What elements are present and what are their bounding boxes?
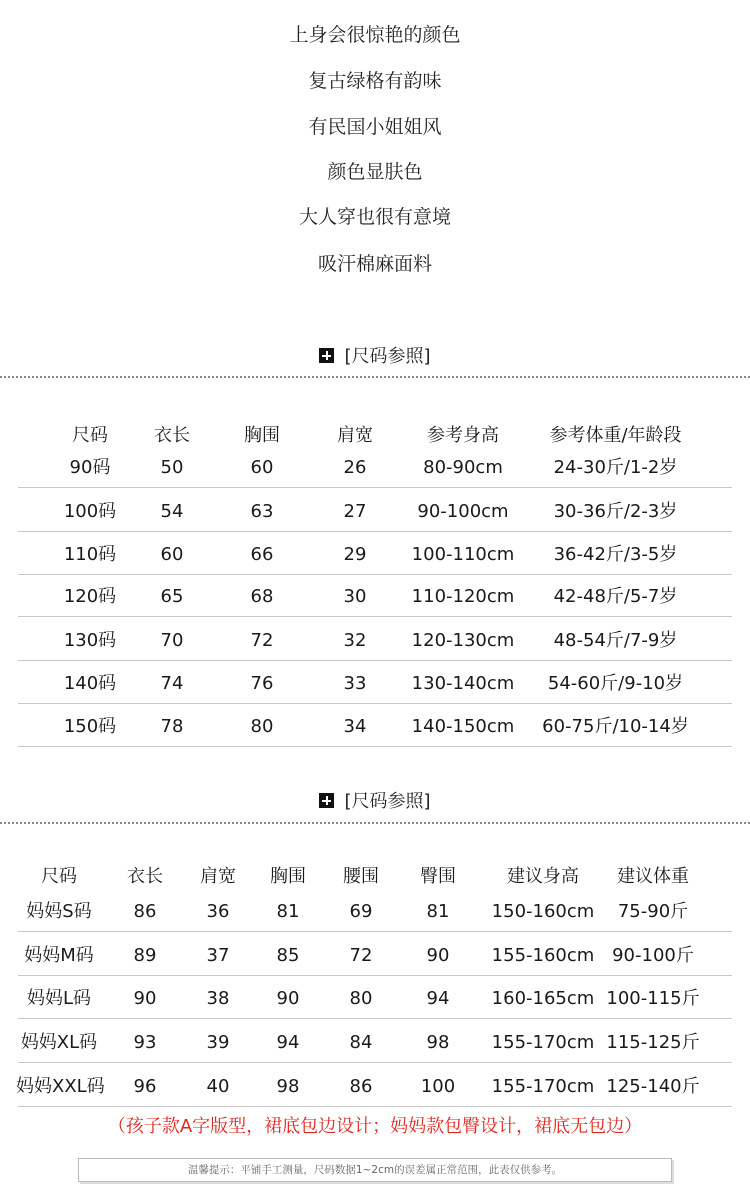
table-cell: 100 <box>420 1076 456 1097</box>
table-row <box>18 449 732 488</box>
table-cell: 60 <box>250 457 274 478</box>
table-cell: 90-100斤 <box>612 945 694 966</box>
table-cell: 80 <box>349 988 373 1009</box>
kids-col-header: 肩宽 <box>337 425 373 446</box>
table-row <box>18 1024 732 1063</box>
table-row <box>18 708 732 747</box>
mom-col-header: 胸围 <box>270 866 306 887</box>
table-cell: 120-130cm <box>411 630 515 651</box>
table-cell: 33 <box>343 673 367 694</box>
table-cell: 妈妈XL码 <box>20 1032 98 1053</box>
mom-size-header <box>0 787 750 813</box>
table-cell: 40 <box>206 1076 230 1097</box>
table-cell: 90码 <box>69 457 111 478</box>
kids-table-header-row <box>18 417 732 453</box>
table-cell: 110-120cm <box>411 586 515 607</box>
table-cell: 72 <box>349 945 373 966</box>
divider-dotted <box>0 376 750 378</box>
table-cell: 76 <box>250 673 274 694</box>
table-cell: 37 <box>206 945 230 966</box>
kids-col-header: 衣长 <box>154 425 190 446</box>
table-cell: 120码 <box>63 586 117 607</box>
mom-col-header: 建议身高 <box>507 866 579 887</box>
table-cell: 80 <box>250 716 274 737</box>
table-row <box>18 980 732 1019</box>
table-cell: 84 <box>349 1032 373 1053</box>
table-cell: 130-140cm <box>411 673 515 694</box>
table-cell: 54 <box>160 501 184 522</box>
table-cell: 160-165cm <box>491 988 595 1009</box>
table-cell: 60-75斤/10-14岁 <box>542 716 689 737</box>
table-cell: 94 <box>276 1032 300 1053</box>
table-cell: 34 <box>343 716 367 737</box>
mom-col-header: 衣长 <box>127 866 163 887</box>
intro-line-6: 吸汗棉麻面料 <box>317 253 432 275</box>
table-cell: 140码 <box>63 673 117 694</box>
table-row <box>18 493 732 532</box>
table-cell: 39 <box>206 1032 230 1053</box>
table-cell: 86 <box>349 1076 373 1097</box>
table-cell: 30 <box>343 586 367 607</box>
kids-size-header-label: [尺码参照] <box>344 346 431 367</box>
table-row <box>18 937 732 976</box>
table-cell: 50 <box>160 457 184 478</box>
table-cell: 81 <box>426 901 450 922</box>
table-cell: 155-170cm <box>491 1076 595 1097</box>
kids-col-header: 胸围 <box>244 425 280 446</box>
table-cell: 75-90斤 <box>617 901 689 922</box>
table-cell: 妈妈M码 <box>24 945 94 966</box>
table-cell: 30-36斤/2-3岁 <box>553 501 678 522</box>
table-row <box>18 893 732 932</box>
table-cell: 72 <box>250 630 274 651</box>
table-cell: 32 <box>343 630 367 651</box>
mom-col-header: 腰围 <box>343 866 379 887</box>
table-cell: 63 <box>250 501 274 522</box>
style-note: （孩子款A字版型，裙底包边设计；妈妈款包臀设计，裙底无包边） <box>107 1116 643 1137</box>
table-cell: 48-54斤/7-9岁 <box>553 630 678 651</box>
mom-col-header: 肩宽 <box>200 866 236 887</box>
table-cell: 100码 <box>63 501 117 522</box>
table-cell: 140-150cm <box>411 716 515 737</box>
kids-col-header: 参考身高 <box>427 425 499 446</box>
plus-square-icon <box>319 793 334 808</box>
intro-line-3: 有民国小姐姐风 <box>308 116 442 138</box>
table-row <box>18 536 732 575</box>
table-row <box>18 578 732 617</box>
mom-table-header-row <box>18 858 732 894</box>
table-cell: 妈妈XXL码 <box>16 1076 105 1097</box>
table-cell: 150-160cm <box>491 901 595 922</box>
table-cell: 85 <box>276 945 300 966</box>
table-row <box>18 665 732 704</box>
divider-dotted <box>0 822 750 824</box>
table-cell: 42-48斤/5-7岁 <box>553 586 678 607</box>
intro-line-4: 颜色显肤色 <box>327 161 423 183</box>
table-cell: 93 <box>133 1032 157 1053</box>
table-cell: 69 <box>349 901 373 922</box>
table-cell: 89 <box>133 945 157 966</box>
table-cell: 115-125斤 <box>606 1032 700 1053</box>
table-cell: 81 <box>276 901 300 922</box>
table-cell: 65 <box>160 586 184 607</box>
table-cell: 98 <box>276 1076 300 1097</box>
intro-line-2: 复古绿格有韵味 <box>308 70 442 92</box>
table-cell: 96 <box>133 1076 157 1097</box>
table-cell: 150码 <box>63 716 117 737</box>
table-row <box>18 622 732 661</box>
table-cell: 80-90cm <box>423 457 503 478</box>
mom-col-header: 臀围 <box>420 866 456 887</box>
table-cell: 125-140斤 <box>606 1076 700 1097</box>
table-cell: 妈妈L码 <box>26 988 92 1009</box>
mom-col-header: 建议体重 <box>617 866 689 887</box>
table-cell: 110码 <box>63 544 117 565</box>
table-cell: 36 <box>206 901 230 922</box>
intro-line-1: 上身会很惊艳的颜色 <box>289 24 461 46</box>
table-cell: 74 <box>160 673 184 694</box>
table-cell: 78 <box>160 716 184 737</box>
kids-col-header: 参考体重/年龄段 <box>549 425 682 446</box>
table-cell: 70 <box>160 630 184 651</box>
table-cell: 98 <box>426 1032 450 1053</box>
table-cell: 60 <box>160 544 184 565</box>
mom-col-header: 尺码 <box>41 866 77 887</box>
table-cell: 66 <box>250 544 274 565</box>
measurement-tip: 温馨提示：平铺手工测量，尺码数据1~2cm的误差属正常范围，此表仅供参考。 <box>78 1158 672 1182</box>
table-cell: 29 <box>343 544 367 565</box>
plus-square-icon <box>319 348 334 363</box>
kids-size-header <box>0 342 750 368</box>
table-cell: 妈妈S码 <box>26 901 92 922</box>
table-cell: 90 <box>426 945 450 966</box>
table-cell: 90-100cm <box>417 501 509 522</box>
table-cell: 86 <box>133 901 157 922</box>
table-cell: 94 <box>426 988 450 1009</box>
table-cell: 36-42斤/3-5岁 <box>553 544 678 565</box>
table-cell: 90 <box>133 988 157 1009</box>
table-cell: 100-115斤 <box>606 988 700 1009</box>
table-cell: 38 <box>206 988 230 1009</box>
mom-size-header-label: [尺码参照] <box>344 791 431 812</box>
table-cell: 155-170cm <box>491 1032 595 1053</box>
table-cell: 24-30斤/1-2岁 <box>553 457 678 478</box>
table-cell: 130码 <box>63 630 117 651</box>
table-cell: 54-60斤/9-10岁 <box>547 673 684 694</box>
kids-col-header: 尺码 <box>72 425 108 446</box>
table-cell: 155-160cm <box>491 945 595 966</box>
intro-line-5: 大人穿也很有意境 <box>298 206 451 228</box>
table-cell: 90 <box>276 988 300 1009</box>
table-cell: 27 <box>343 501 367 522</box>
table-cell: 26 <box>343 457 367 478</box>
table-cell: 68 <box>250 586 274 607</box>
table-row <box>18 1068 732 1107</box>
table-cell: 100-110cm <box>411 544 515 565</box>
